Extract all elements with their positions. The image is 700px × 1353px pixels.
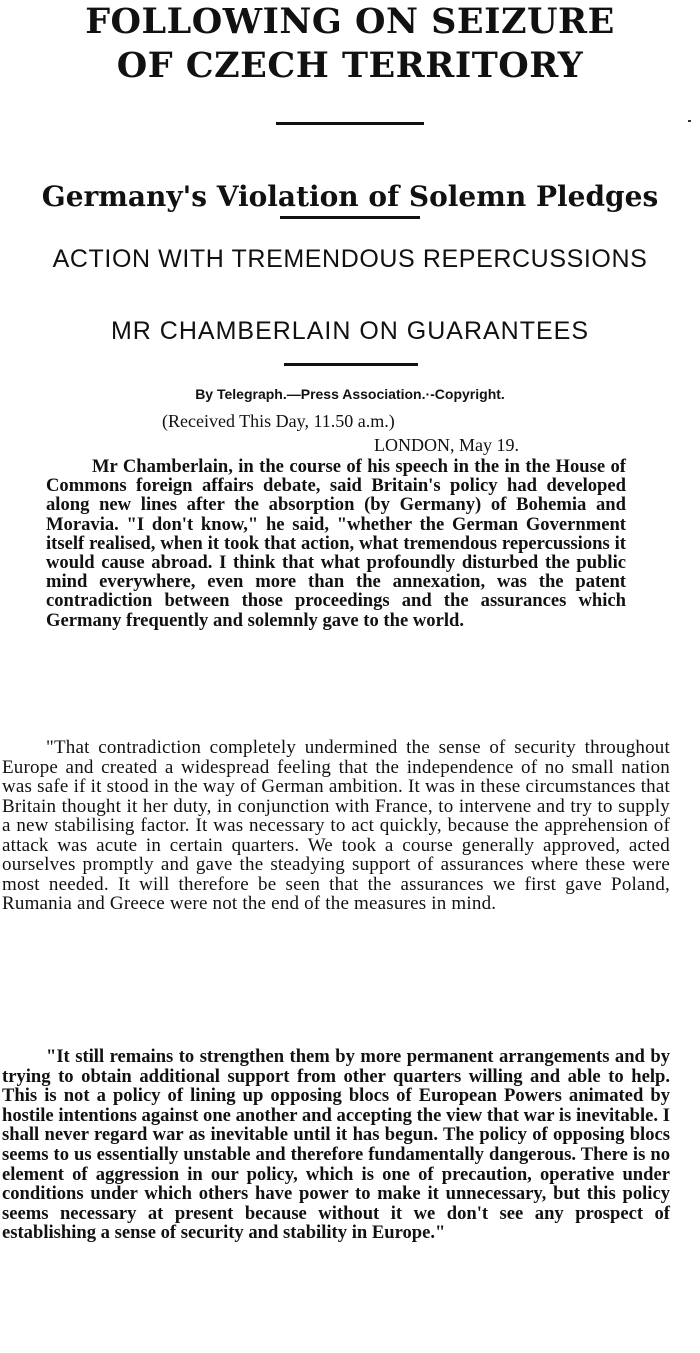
deck-heading-1: ACTION WITH TREMENDOUS REPERCUSSIONS xyxy=(52,245,648,273)
article-paragraph-1: Mr Chamberlain, in the course of his speech in the in the House of Commons foreign affairs debate, said Britain's policy had developed along new lines after the absorption (by Germany) of Bohemia and Moravia. "I don't know," he said, "whether the German Government itself realised, when it took that action, what tremendous repercussions it would cause abroad. I think that what profoundly disturbed the public mind everywhere, even more than the annexation, was the patent contradiction between those proceedings and the assurances which Germany frequently and solemnly gave to the world. xyxy=(46,456,626,631)
headline-line-1: FOLLOWING ON SEIZURE xyxy=(85,1,615,42)
divider-rule xyxy=(280,216,420,219)
subheadline: Germany's Violation of Solemn Pledges xyxy=(41,180,659,214)
article-paragraph-2: "That contradiction completely undermined the sense of security throughout Europe and created a widespread feeling that the independence of no small nation was safe if it stood in the way of German ambition. It was in these circumstances that Britain thought it her duty, in conjunction with France, to intervene and try to supply a new stabilising factor. It was necessary to act quickly, because the apprehension of attack was acute in certain quarters. We took a course generally approved, acted ourselves promptly and gave the steadying support of assurances where these were most needed. It will therefore be seen that the assurances we first gave Poland, Rumania and Greece were not the end of the measures in mind. xyxy=(2,737,670,914)
dateline: LONDON, May 19. xyxy=(374,435,519,455)
article-paragraph-3: "It still remains to strengthen them by more permanent arrangements and by trying to obtain additional support from other quarters willing and able to help. This is not a policy of lining up opposing blocs of European Powers animated by hostile intentions against one another and accepting the view that war is inevitable. I shall never regard war as inevitable until it has begun. The policy of opposing blocs seems to us essentially unstable and therefore fundamentally dangerous. There is no element of aggression in our policy, which is one of precaution, operative under conditions under which others have power to make it unnecessary, but this policy seems necessary at present because without it we don't see any prospect of establishing a sense of security and stability in Europe." xyxy=(2,1046,670,1244)
divider-rule xyxy=(284,363,418,366)
byline: By Telegraph.—Press Association.·-Copyright. xyxy=(195,386,505,402)
received-note: (Received This Day, 11.50 a.m.) xyxy=(162,411,395,431)
divider-rule xyxy=(276,122,424,125)
headline-line-2: OF CZECH TERRITORY xyxy=(116,45,584,86)
deck-heading-2: MR CHAMBERLAIN ON GUARANTEES xyxy=(110,317,590,345)
print-speck xyxy=(688,120,691,122)
